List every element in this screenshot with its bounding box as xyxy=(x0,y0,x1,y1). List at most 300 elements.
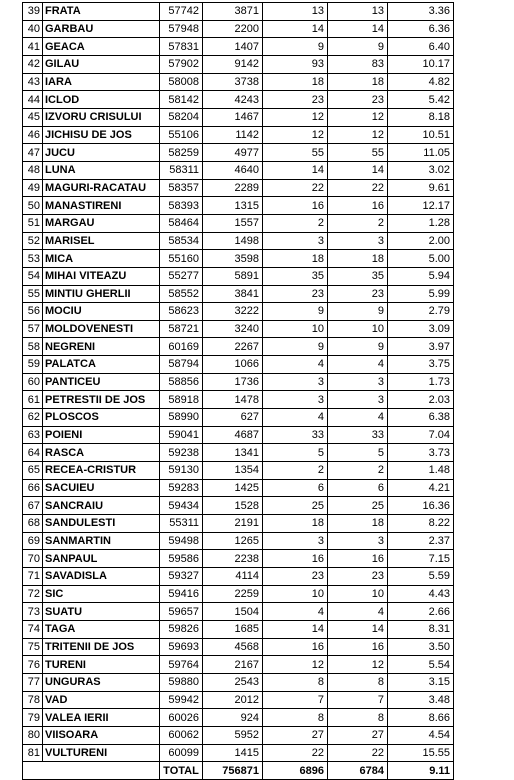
value-4-cell: 2.79 xyxy=(388,303,454,321)
value-1-cell: 2259 xyxy=(203,585,263,603)
value-2-cell: 14 xyxy=(263,20,328,38)
value-1-cell: 3841 xyxy=(203,285,263,303)
locality-name-cell: TRITENII DE JOS xyxy=(43,638,160,656)
code-cell: 57948 xyxy=(160,20,203,38)
value-1-cell: 1066 xyxy=(203,356,263,374)
value-3-cell: 3 xyxy=(328,373,388,391)
code-cell: 58259 xyxy=(160,144,203,162)
table-row xyxy=(23,726,454,744)
locality-name-cell: SIC xyxy=(43,585,160,603)
value-2-cell: 22 xyxy=(263,744,328,762)
table-row xyxy=(23,550,454,568)
value-2-cell: 10 xyxy=(263,320,328,338)
value-4-cell: 10.51 xyxy=(388,126,454,144)
value-2-cell: 4 xyxy=(263,356,328,374)
table-row xyxy=(23,479,454,497)
value-3-cell: 10 xyxy=(328,320,388,338)
value-3-cell: 2 xyxy=(328,462,388,480)
row-number-cell: 61 xyxy=(23,391,43,409)
locality-name-cell: MARISEL xyxy=(43,232,160,250)
locality-name-cell: PLOSCOS xyxy=(43,409,160,427)
code-cell: 60169 xyxy=(160,338,203,356)
value-1-cell: 1354 xyxy=(203,462,263,480)
value-3-cell: 9 xyxy=(328,38,388,56)
table-row xyxy=(23,409,454,427)
table-row xyxy=(23,38,454,56)
value-4-cell: 3.36 xyxy=(388,3,454,21)
value-3-cell: 7 xyxy=(328,691,388,709)
value-2-cell: 22 xyxy=(263,179,328,197)
value-4-cell: 12.17 xyxy=(388,197,454,215)
value-3-cell: 25 xyxy=(328,497,388,515)
locality-name-cell: VAD xyxy=(43,691,160,709)
table-row xyxy=(23,144,454,162)
locality-name-cell: RASCA xyxy=(43,444,160,462)
row-number-cell: 49 xyxy=(23,179,43,197)
value-4-cell: 2.66 xyxy=(388,603,454,621)
table-row xyxy=(23,656,454,674)
value-2-cell: 18 xyxy=(263,515,328,533)
value-1-cell: 4568 xyxy=(203,638,263,656)
value-4-cell: 3.15 xyxy=(388,673,454,691)
code-cell: 59283 xyxy=(160,479,203,497)
value-4-cell: 4.43 xyxy=(388,585,454,603)
row-number-cell: 39 xyxy=(23,3,43,21)
table-row xyxy=(23,250,454,268)
code-cell: 58142 xyxy=(160,91,203,109)
value-2-cell: 18 xyxy=(263,250,328,268)
value-2-cell: 33 xyxy=(263,426,328,444)
value-3-cell: 10 xyxy=(328,585,388,603)
value-4-cell: 1.73 xyxy=(388,373,454,391)
row-number-cell: 67 xyxy=(23,497,43,515)
value-3-cell: 2 xyxy=(328,214,388,232)
value-3-cell: 23 xyxy=(328,285,388,303)
value-2-cell: 2 xyxy=(263,214,328,232)
locality-name-cell: VULTURENI xyxy=(43,744,160,762)
table-row xyxy=(23,91,454,109)
value-2-cell: 3 xyxy=(263,373,328,391)
row-number-cell: 59 xyxy=(23,356,43,374)
value-1-cell: 4114 xyxy=(203,568,263,586)
table-row xyxy=(23,338,454,356)
row-number-cell: 77 xyxy=(23,673,43,691)
value-4-cell: 3.09 xyxy=(388,320,454,338)
value-2-cell: 2 xyxy=(263,462,328,480)
value-1-cell: 924 xyxy=(203,709,263,727)
value-4-cell: 5.59 xyxy=(388,568,454,586)
value-4-cell: 16.36 xyxy=(388,497,454,515)
locality-name-cell: IARA xyxy=(43,73,160,91)
code-cell: 55160 xyxy=(160,250,203,268)
row-number-cell: 48 xyxy=(23,161,43,179)
code-cell: 59498 xyxy=(160,532,203,550)
value-1-cell: 3598 xyxy=(203,250,263,268)
table-row xyxy=(23,179,454,197)
value-2-cell: 10 xyxy=(263,585,328,603)
locality-name-cell: MIHAI VITEAZU xyxy=(43,267,160,285)
value-4-cell: 1.48 xyxy=(388,462,454,480)
table-row xyxy=(23,232,454,250)
value-4-cell: 3.97 xyxy=(388,338,454,356)
value-4-cell: 4.54 xyxy=(388,726,454,744)
value-2-cell: 16 xyxy=(263,197,328,215)
value-2-cell: 3 xyxy=(263,532,328,550)
value-2-cell: 35 xyxy=(263,267,328,285)
value-2-cell: 6 xyxy=(263,479,328,497)
table-row xyxy=(23,108,454,126)
value-4-cell: 4.82 xyxy=(388,73,454,91)
value-4-cell: 3.48 xyxy=(388,691,454,709)
value-3-cell: 27 xyxy=(328,726,388,744)
value-4-cell: 4.21 xyxy=(388,479,454,497)
value-1-cell: 2191 xyxy=(203,515,263,533)
locality-name-cell: VALEA IERII xyxy=(43,709,160,727)
table-row xyxy=(23,444,454,462)
table-row xyxy=(23,673,454,691)
row-number-cell: 45 xyxy=(23,108,43,126)
table-row xyxy=(23,532,454,550)
value-1-cell: 5952 xyxy=(203,726,263,744)
value-2-cell: 12 xyxy=(263,656,328,674)
locality-name-cell: IZVORU CRISULUI xyxy=(43,108,160,126)
value-1-cell: 1504 xyxy=(203,603,263,621)
row-number-cell: 63 xyxy=(23,426,43,444)
row-number-cell: 69 xyxy=(23,532,43,550)
value-4-cell: 5.99 xyxy=(388,285,454,303)
value-4-cell: 2.03 xyxy=(388,391,454,409)
value-2-cell: 5 xyxy=(263,444,328,462)
code-cell: 58311 xyxy=(160,161,203,179)
table-row xyxy=(23,585,454,603)
code-cell: 58623 xyxy=(160,303,203,321)
row-number-cell: 81 xyxy=(23,744,43,762)
value-1-cell: 9142 xyxy=(203,55,263,73)
data-table xyxy=(22,2,454,780)
value-3-cell: 9 xyxy=(328,338,388,356)
value-3-cell: 22 xyxy=(328,744,388,762)
locality-name-cell: GEACA xyxy=(43,38,160,56)
value-1-cell: 1265 xyxy=(203,532,263,550)
locality-name-cell: JICHISU DE JOS xyxy=(43,126,160,144)
code-cell: 58794 xyxy=(160,356,203,374)
value-3-cell: 12 xyxy=(328,108,388,126)
code-cell: 58357 xyxy=(160,179,203,197)
value-2-cell: 3 xyxy=(263,232,328,250)
table-row xyxy=(23,620,454,638)
row-number-cell: 50 xyxy=(23,197,43,215)
value-2-cell: 9 xyxy=(263,38,328,56)
code-cell: 59434 xyxy=(160,497,203,515)
value-4-cell: 3.02 xyxy=(388,161,454,179)
row-number-cell: 74 xyxy=(23,620,43,638)
value-1-cell: 1528 xyxy=(203,497,263,515)
value-1-cell: 3871 xyxy=(203,3,263,21)
value-2-cell: 93 xyxy=(263,55,328,73)
value-4-cell: 8.66 xyxy=(388,709,454,727)
value-1-cell: 1341 xyxy=(203,444,263,462)
value-3-cell: 4 xyxy=(328,356,388,374)
locality-name-cell: MINTIU GHERLII xyxy=(43,285,160,303)
total-col4: 6896 xyxy=(263,762,328,780)
code-cell: 59826 xyxy=(160,620,203,638)
locality-name-cell: SANCRAIU xyxy=(43,497,160,515)
table-row xyxy=(23,391,454,409)
code-cell: 59942 xyxy=(160,691,203,709)
value-1-cell: 1557 xyxy=(203,214,263,232)
value-3-cell: 6 xyxy=(328,479,388,497)
value-3-cell: 12 xyxy=(328,656,388,674)
value-4-cell: 5.42 xyxy=(388,91,454,109)
locality-name-cell: SACUIEU xyxy=(43,479,160,497)
code-cell: 58990 xyxy=(160,409,203,427)
value-2-cell: 8 xyxy=(263,673,328,691)
table-row xyxy=(23,73,454,91)
table-row xyxy=(23,126,454,144)
code-cell: 59693 xyxy=(160,638,203,656)
table-row xyxy=(23,320,454,338)
value-3-cell: 18 xyxy=(328,515,388,533)
locality-name-cell: PANTICEU xyxy=(43,373,160,391)
locality-name-cell: MOLDOVENESTI xyxy=(43,320,160,338)
locality-name-cell: MARGAU xyxy=(43,214,160,232)
value-2-cell: 18 xyxy=(263,73,328,91)
row-number-cell: 78 xyxy=(23,691,43,709)
value-1-cell: 2200 xyxy=(203,20,263,38)
code-cell: 58008 xyxy=(160,73,203,91)
value-2-cell: 23 xyxy=(263,285,328,303)
value-3-cell: 4 xyxy=(328,603,388,621)
total-col6: 9.11 xyxy=(388,762,454,780)
table-body xyxy=(23,3,454,762)
row-number-cell: 51 xyxy=(23,214,43,232)
row-number-cell: 62 xyxy=(23,409,43,427)
value-3-cell: 9 xyxy=(328,303,388,321)
code-cell: 57831 xyxy=(160,38,203,56)
code-cell: 59327 xyxy=(160,568,203,586)
value-1-cell: 1498 xyxy=(203,232,263,250)
table-row xyxy=(23,744,454,762)
code-cell: 59416 xyxy=(160,585,203,603)
locality-name-cell: POIENI xyxy=(43,426,160,444)
locality-name-cell: MANASTIRENI xyxy=(43,197,160,215)
code-cell: 59657 xyxy=(160,603,203,621)
value-1-cell: 1425 xyxy=(203,479,263,497)
table-row xyxy=(23,568,454,586)
total-empty-cell xyxy=(23,762,43,780)
locality-name-cell: MOCIU xyxy=(43,303,160,321)
value-1-cell: 2238 xyxy=(203,550,263,568)
row-number-cell: 58 xyxy=(23,338,43,356)
value-2-cell: 3 xyxy=(263,391,328,409)
value-3-cell: 8 xyxy=(328,673,388,691)
value-4-cell: 7.15 xyxy=(388,550,454,568)
row-number-cell: 80 xyxy=(23,726,43,744)
table-row xyxy=(23,55,454,73)
locality-name-cell: LUNA xyxy=(43,161,160,179)
code-cell: 55277 xyxy=(160,267,203,285)
value-3-cell: 23 xyxy=(328,91,388,109)
row-number-cell: 70 xyxy=(23,550,43,568)
row-number-cell: 55 xyxy=(23,285,43,303)
value-2-cell: 12 xyxy=(263,126,328,144)
locality-name-cell: VIISOARA xyxy=(43,726,160,744)
value-4-cell: 3.73 xyxy=(388,444,454,462)
value-2-cell: 13 xyxy=(263,3,328,21)
row-number-cell: 40 xyxy=(23,20,43,38)
value-1-cell: 2012 xyxy=(203,691,263,709)
value-2-cell: 4 xyxy=(263,603,328,621)
locality-name-cell: SUATU xyxy=(43,603,160,621)
table-row xyxy=(23,356,454,374)
locality-name-cell: ICLOD xyxy=(43,91,160,109)
locality-name-cell: SANMARTIN xyxy=(43,532,160,550)
value-4-cell: 10.17 xyxy=(388,55,454,73)
row-number-cell: 44 xyxy=(23,91,43,109)
code-cell: 57902 xyxy=(160,55,203,73)
value-2-cell: 23 xyxy=(263,91,328,109)
total-col3: 756871 xyxy=(203,762,263,780)
value-3-cell: 12 xyxy=(328,126,388,144)
code-cell: 60026 xyxy=(160,709,203,727)
value-1-cell: 2289 xyxy=(203,179,263,197)
table-row xyxy=(23,638,454,656)
locality-name-cell: FRATA xyxy=(43,3,160,21)
locality-name-cell: GARBAU xyxy=(43,20,160,38)
total-row xyxy=(23,762,454,780)
locality-name-cell: UNGURAS xyxy=(43,673,160,691)
code-cell: 58856 xyxy=(160,373,203,391)
value-2-cell: 4 xyxy=(263,409,328,427)
value-2-cell: 16 xyxy=(263,550,328,568)
value-2-cell: 23 xyxy=(263,568,328,586)
value-4-cell: 15.55 xyxy=(388,744,454,762)
value-4-cell: 8.18 xyxy=(388,108,454,126)
table-row xyxy=(23,709,454,727)
value-4-cell: 5.00 xyxy=(388,250,454,268)
table-row xyxy=(23,426,454,444)
row-number-cell: 60 xyxy=(23,373,43,391)
code-cell: 59764 xyxy=(160,656,203,674)
value-1-cell: 2167 xyxy=(203,656,263,674)
table-row xyxy=(23,303,454,321)
value-1-cell: 1467 xyxy=(203,108,263,126)
row-number-cell: 47 xyxy=(23,144,43,162)
code-cell: 55106 xyxy=(160,126,203,144)
value-4-cell: 8.22 xyxy=(388,515,454,533)
row-number-cell: 66 xyxy=(23,479,43,497)
value-4-cell: 2.00 xyxy=(388,232,454,250)
table-row xyxy=(23,267,454,285)
locality-name-cell: MICA xyxy=(43,250,160,268)
locality-name-cell: TAGA xyxy=(43,620,160,638)
value-3-cell: 14 xyxy=(328,620,388,638)
value-3-cell: 14 xyxy=(328,20,388,38)
value-2-cell: 27 xyxy=(263,726,328,744)
total-label: TOTAL xyxy=(160,762,203,780)
value-1-cell: 627 xyxy=(203,409,263,427)
value-3-cell: 22 xyxy=(328,179,388,197)
code-cell: 58534 xyxy=(160,232,203,250)
value-2-cell: 7 xyxy=(263,691,328,709)
table-row xyxy=(23,691,454,709)
locality-name-cell: PETRESTII DE JOS xyxy=(43,391,160,409)
value-4-cell: 6.40 xyxy=(388,38,454,56)
value-1-cell: 3738 xyxy=(203,73,263,91)
row-number-cell: 56 xyxy=(23,303,43,321)
value-3-cell: 18 xyxy=(328,73,388,91)
total-empty-cell xyxy=(43,762,160,780)
code-cell: 59041 xyxy=(160,426,203,444)
value-3-cell: 23 xyxy=(328,568,388,586)
value-3-cell: 14 xyxy=(328,161,388,179)
value-4-cell: 3.50 xyxy=(388,638,454,656)
row-number-cell: 73 xyxy=(23,603,43,621)
value-1-cell: 1415 xyxy=(203,744,263,762)
value-1-cell: 5891 xyxy=(203,267,263,285)
value-3-cell: 33 xyxy=(328,426,388,444)
value-2-cell: 14 xyxy=(263,620,328,638)
locality-name-cell: NEGRENI xyxy=(43,338,160,356)
row-number-cell: 76 xyxy=(23,656,43,674)
table-row xyxy=(23,462,454,480)
locality-name-cell: SANPAUL xyxy=(43,550,160,568)
locality-name-cell: SAVADISLA xyxy=(43,568,160,586)
value-1-cell: 2543 xyxy=(203,673,263,691)
locality-name-cell: GILAU xyxy=(43,55,160,73)
table-row xyxy=(23,3,454,21)
locality-name-cell: JUCU xyxy=(43,144,160,162)
locality-name-cell: RECEA-CRISTUR xyxy=(43,462,160,480)
value-3-cell: 8 xyxy=(328,709,388,727)
row-number-cell: 71 xyxy=(23,568,43,586)
code-cell: 60062 xyxy=(160,726,203,744)
row-number-cell: 43 xyxy=(23,73,43,91)
row-number-cell: 68 xyxy=(23,515,43,533)
code-cell: 58393 xyxy=(160,197,203,215)
row-number-cell: 75 xyxy=(23,638,43,656)
value-4-cell: 3.75 xyxy=(388,356,454,374)
table-row xyxy=(23,197,454,215)
row-number-cell: 52 xyxy=(23,232,43,250)
table-row xyxy=(23,214,454,232)
value-1-cell: 2267 xyxy=(203,338,263,356)
value-2-cell: 12 xyxy=(263,108,328,126)
table-row xyxy=(23,515,454,533)
code-cell: 58721 xyxy=(160,320,203,338)
table-row xyxy=(23,20,454,38)
table-row xyxy=(23,373,454,391)
value-3-cell: 3 xyxy=(328,532,388,550)
row-number-cell: 72 xyxy=(23,585,43,603)
code-cell: 59880 xyxy=(160,673,203,691)
value-3-cell: 3 xyxy=(328,232,388,250)
row-number-cell: 65 xyxy=(23,462,43,480)
row-number-cell: 64 xyxy=(23,444,43,462)
value-3-cell: 18 xyxy=(328,250,388,268)
code-cell: 59130 xyxy=(160,462,203,480)
code-cell: 57742 xyxy=(160,3,203,21)
row-number-cell: 54 xyxy=(23,267,43,285)
row-number-cell: 53 xyxy=(23,250,43,268)
table-row xyxy=(23,603,454,621)
table-row xyxy=(23,161,454,179)
code-cell: 55311 xyxy=(160,515,203,533)
value-4-cell: 6.38 xyxy=(388,409,454,427)
value-3-cell: 35 xyxy=(328,267,388,285)
value-4-cell: 8.31 xyxy=(388,620,454,638)
value-1-cell: 1478 xyxy=(203,391,263,409)
